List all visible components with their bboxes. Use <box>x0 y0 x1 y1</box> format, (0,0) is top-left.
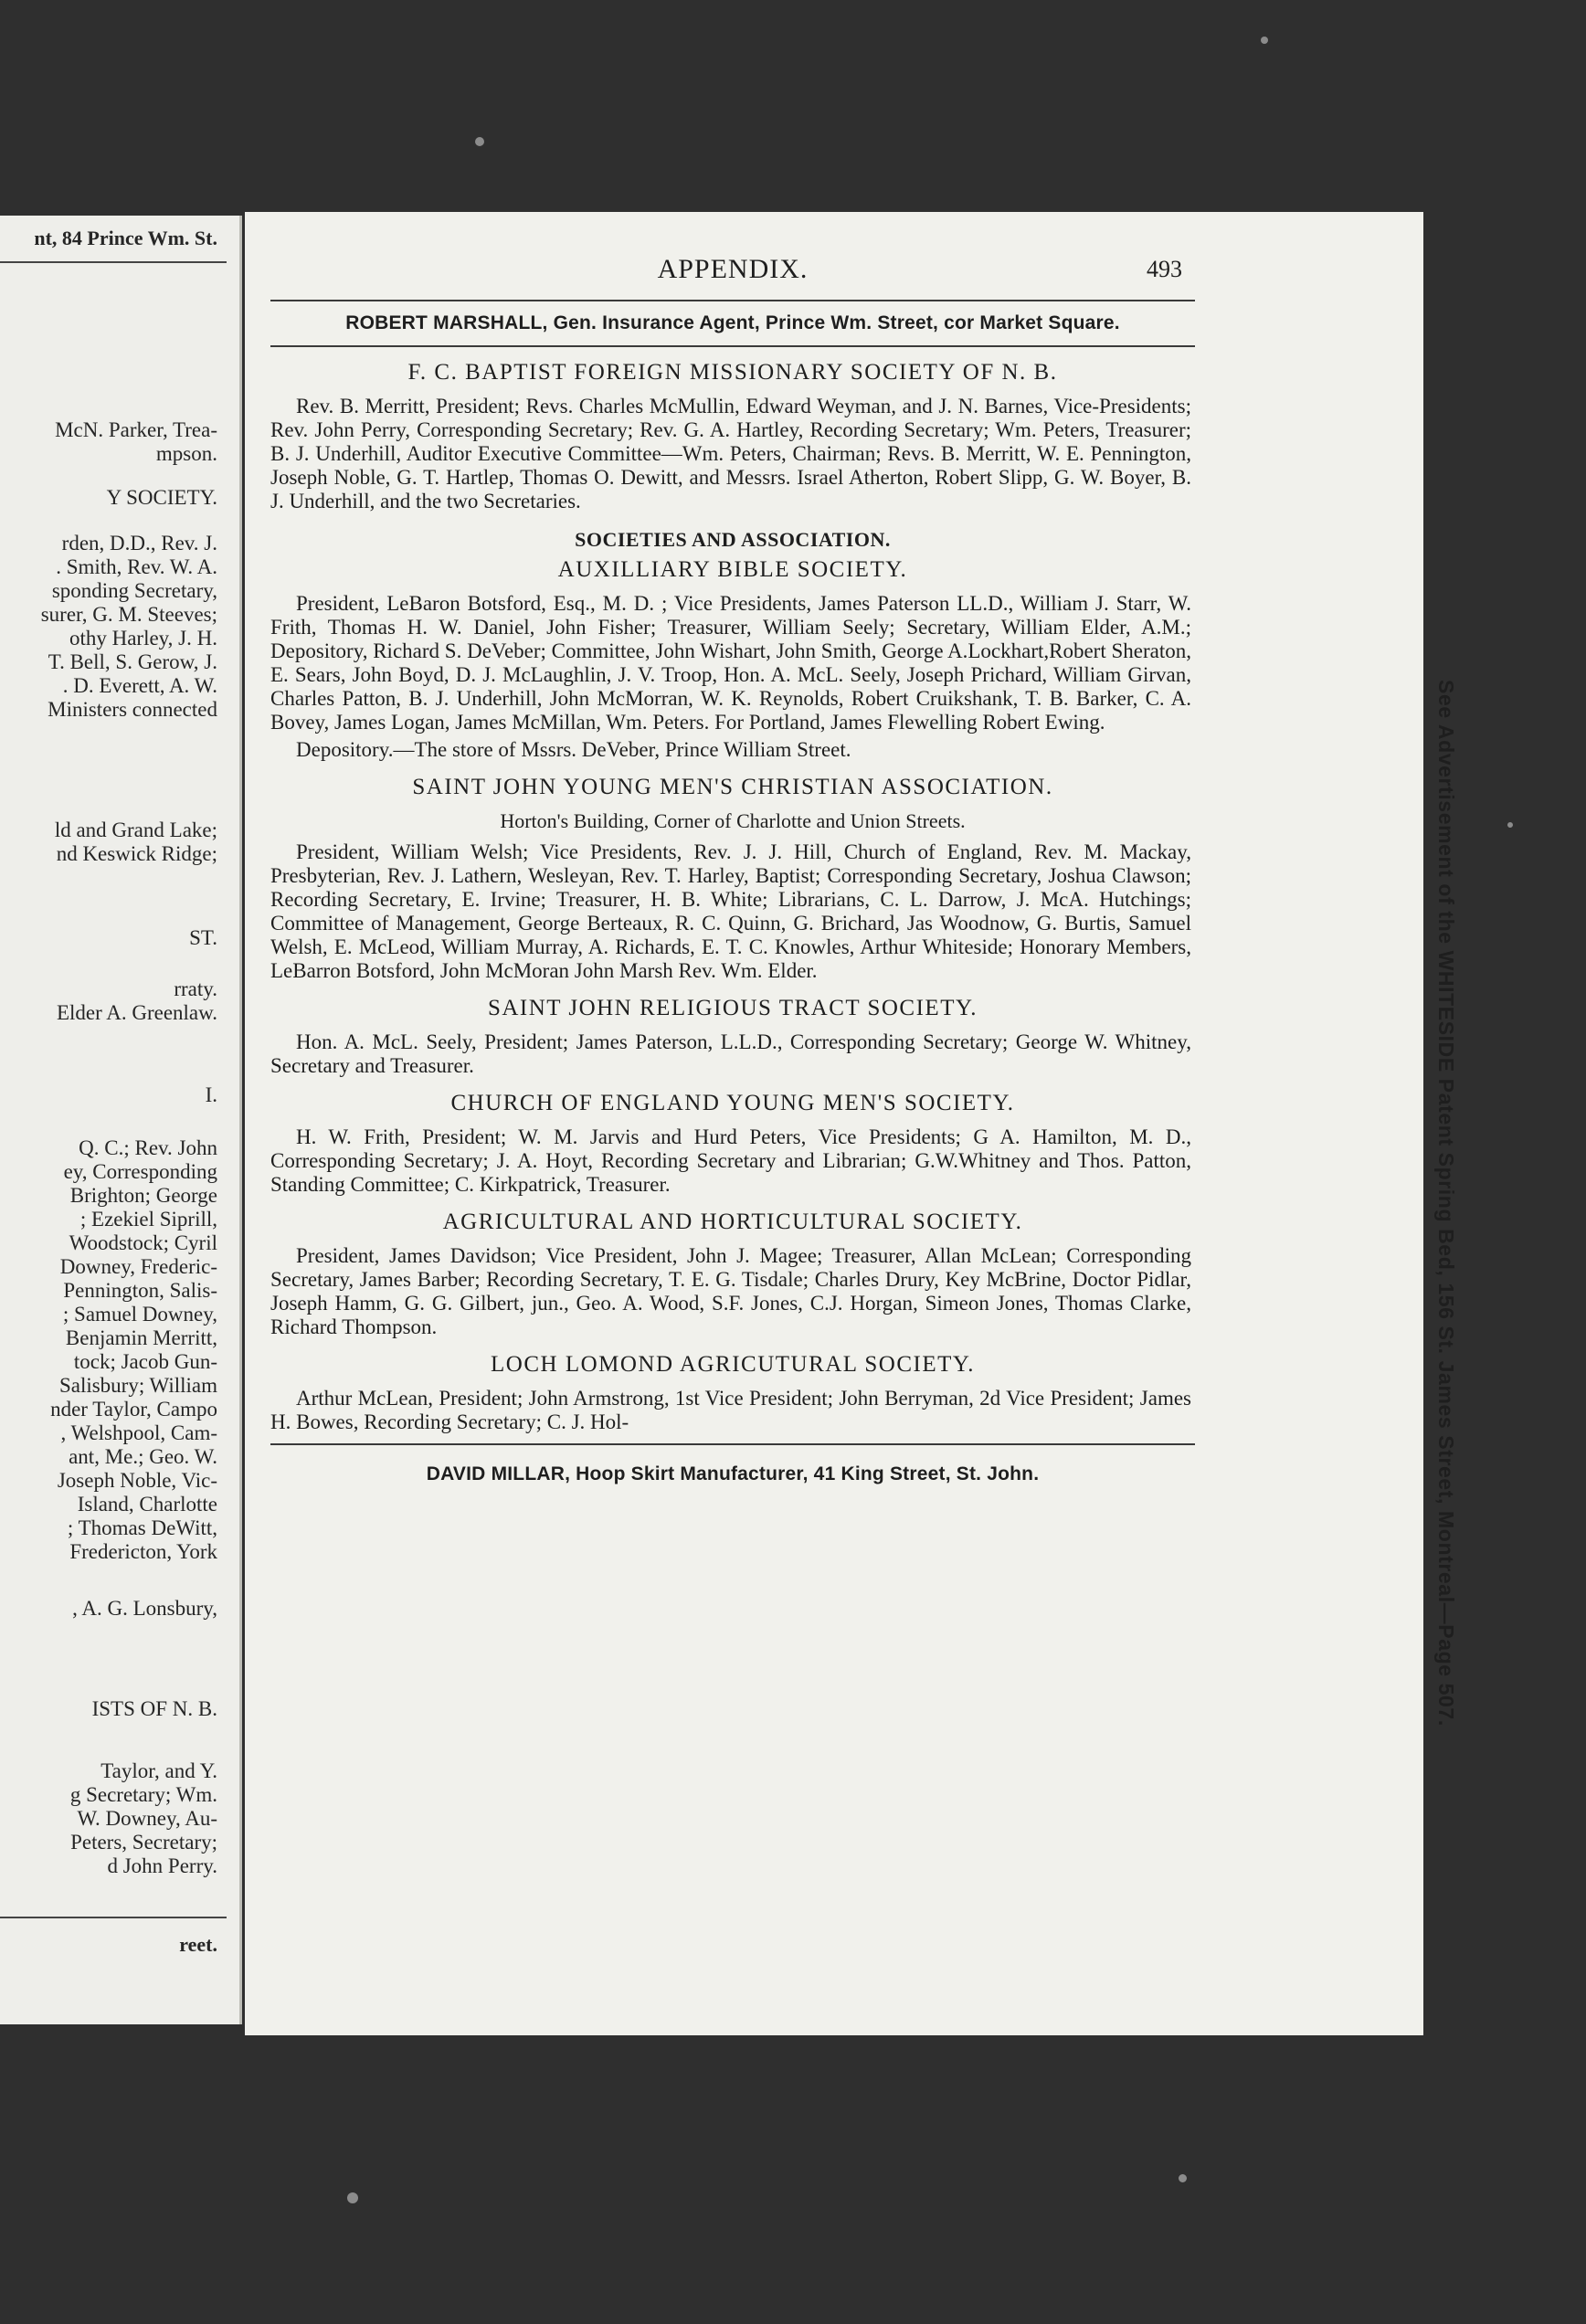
left-page-line: Salisbury; William <box>58 1374 217 1397</box>
footer-rule <box>270 1443 1195 1445</box>
left-page-line: Peters, Secretary; <box>70 1831 217 1854</box>
left-page-rule <box>0 261 227 263</box>
section-body: President, James Davidson; Vice President, John J. Magee; Treasurer, Allan McLean; Corresponding Secretary, James Barber; Recording Secretary, T. E. G. Tisdale; Charles Drury, Key McBrine, Doctor Pidlar, Joseph Hamm, G. G. Gilbert, jun., Geo. A. Wood, S.F. Jones, C.J. Horgan, Simeon Jones, Thomas Clarke, Richard Thompson. <box>270 1244 1191 1338</box>
left-page-line: ; Thomas DeWitt, <box>67 1516 217 1539</box>
section-subtitle: Horton's Building, Corner of Charlotte and Union Streets. <box>500 809 966 832</box>
section-baptist-missionary <box>270 360 1195 513</box>
left-page-line: Fredericton, York <box>69 1540 217 1563</box>
left-page-line: ; Samuel Downey, <box>62 1303 217 1326</box>
left-page-line: Benjamin Merritt, <box>65 1326 217 1349</box>
section-title: SAINT JOHN RELIGIOUS TRACT SOCIETY. <box>487 996 978 1020</box>
left-page-line: Elder A. Greenlaw. <box>56 1001 217 1024</box>
section-body: President, William Welsh; Vice Presidents, Rev. J. J. Hill, Church of England, Rev. M. Mackay, Presbyterian, Rev. J. Lathern, Wesleyan, Rev. T. Harley, Baptist; Corresponding Secretary, Joshua Clawson; Recording Secretary, E. Irvine; Treasurer, H. B. White; Librarians, C. L. Darrow, J. McA. Hutchings; Committee of Management, George Berteaux, R. C. Quinn, G. Brichard, Jas Woodnow, G. Burtis, Samuel Welsh, E. McLeod, William Murray, A. Richards, E. T. C. Knowles, Arthur Whiteside; Honorary Members, LeBarron Botsford, John McMoran John Marsh Rev. Wm. Elder. <box>270 840 1191 982</box>
backdrop-speck <box>1261 37 1268 44</box>
footer-advert-banner: DAVID MILLAR, Hoop Skirt Manufacturer, 41 King Street, St. John. <box>426 1463 1040 1484</box>
left-page-line: Joseph Noble, Vic- <box>57 1469 217 1492</box>
top-advert-banner: ROBERT MARSHALL, Gen. Insurance Agent, Prince Wm. Street, cor Market Square. <box>345 312 1120 333</box>
left-page-line: Q. C.; Rev. John <box>79 1136 217 1159</box>
left-page-line: I. <box>205 1083 217 1106</box>
left-page-line: T. Bell, S. Gerow, J. <box>48 650 217 673</box>
left-page-line: othy Harley, J. H. <box>69 627 217 650</box>
left-page-line: Brighton; George <box>69 1184 217 1207</box>
page-number: 493 <box>1147 256 1182 282</box>
backdrop-speck <box>1179 2174 1187 2182</box>
left-page-line: nd Keswick Ridge; <box>56 842 217 865</box>
left-page-line: sponding Secretary, <box>51 579 217 602</box>
left-page-line: ant, Me.; Geo. W. <box>69 1445 217 1468</box>
section-title: CHURCH OF ENGLAND YOUNG MEN'S SOCIETY. <box>450 1091 1015 1115</box>
left-page-line: ld and Grand Lake; <box>54 819 217 841</box>
left-page-line: rden, D.D., Rev. J. <box>61 532 217 555</box>
backdrop-speck <box>347 2192 358 2203</box>
section-title: AGRICULTURAL AND HORTICULTURAL SOCIETY. <box>442 1210 1023 1234</box>
left-page-line: ST. <box>189 926 217 949</box>
left-page-line: ISTS OF N. B. <box>91 1697 217 1720</box>
section-title: F. C. BAPTIST FOREIGN MISSIONARY SOCIETY OF N. B. <box>407 360 1058 385</box>
section-body: Hon. A. McL. Seely, President; James Paterson, L.L.D., Corresponding Secretary; George W. Whitney, Secretary and Treasurer. <box>270 1030 1191 1077</box>
banner-rule <box>270 345 1195 347</box>
backdrop-speck <box>1507 822 1513 828</box>
section-loch-lomond <box>270 1352 1195 1434</box>
left-page-line: Woodstock; Cyril <box>69 1231 217 1254</box>
left-page-line: , Welshpool, Cam- <box>60 1421 217 1444</box>
left-page-line: reet. <box>179 1933 217 1956</box>
left-page-line: g Secretary; Wm. <box>69 1783 217 1806</box>
section-tract-society <box>270 996 1195 1078</box>
section-title: SAINT JOHN YOUNG MEN'S CHRISTIAN ASSOCIATION. <box>412 775 1053 799</box>
section-title: LOCH LOMOND AGRICUTURAL SOCIETY. <box>491 1352 975 1377</box>
left-page-line: rraty. <box>174 977 217 1000</box>
backdrop-speck <box>475 137 484 146</box>
left-page-line: . D. Everett, A. W. <box>62 674 217 697</box>
left-page-line: d John Perry. <box>107 1854 217 1877</box>
left-page-line: Downey, Frederic- <box>59 1255 217 1278</box>
left-page-line: surer, G. M. Steeves; <box>40 603 217 626</box>
left-page-line: ey, Corresponding <box>63 1160 217 1183</box>
page-title: APPENDIX. <box>657 254 809 284</box>
right-page <box>245 212 1458 2035</box>
section-body: H. W. Frith, President; W. M. Jarvis and Hurd Peters, Vice Presidents; G A. Hamilton, M. D., Corresponding Secretary; J. A. Hoyt, Recording Secretary and Librarian; G.W.Whitney and Thos. Patton, Standing Committee; C. Kirkpatrick, Treasurer. <box>270 1125 1191 1196</box>
section-body: Arthur McLean, President; John Armstrong, 1st Vice President; John Berryman, 2d Vice President; James H. Bowes, Recording Secretary; C. J. Hol- <box>270 1387 1191 1433</box>
section-heading: SOCIETIES AND ASSOCIATION. <box>575 528 891 551</box>
left-page-line: ; Ezekiel Siprill, <box>79 1208 217 1231</box>
section-title: AUXILLIARY BIBLE SOCIETY. <box>557 557 908 582</box>
left-page-line: nt, 84 Prince Wm. St. <box>34 227 217 249</box>
page-header <box>270 248 1195 300</box>
section-note: Depository.—The store of Mssrs. DeVeber, Prince William Street. <box>296 738 851 761</box>
left-page-line: Y SOCIETY. <box>106 486 217 509</box>
left-page-line: Island, Charlotte <box>77 1493 217 1516</box>
left-page-line: W. Downey, Au- <box>77 1807 217 1830</box>
left-page-line: tock; Jacob Gun- <box>73 1350 217 1373</box>
left-page-line: Pennington, Salis- <box>63 1279 217 1302</box>
section-church-england <box>270 1091 1195 1197</box>
left-page-line: , A. G. Lonsbury, <box>72 1597 217 1620</box>
section-bible-society <box>270 528 1195 762</box>
section-agricultural <box>270 1210 1195 1339</box>
section-body: President, LeBaron Botsford, Esq., M. D. ; Vice Presidents, James Paterson LL.D., William J. Starr, W. Frith, Thomas H. W. Daniel, John Fisher; Treasurer, William Seely; Secretary, William Elder, A.M.; Depository, Richard S. DeVeber; Committee, John Wishart, John Smith, George A.Lockhart,Robert Sheraton, E. Sears, John Boyd, D. J. McLaughlin, J. V. Troop, Hon. A. McL. Seely, Joseph Prichard, William Girvan, Charles Patton, B. J. Underhill, John McMorran, W. K. Reynolds, Robert Cruikshank, T. B. Barker, C. A. Bovey, James Logan, James McMillan, Wm. Peters. For Portland, James Flewelling Robert Ewing. <box>270 592 1191 734</box>
page-content <box>270 248 1195 1496</box>
left-page-line: Taylor, and Y. <box>100 1759 217 1782</box>
section-ymca <box>270 775 1195 983</box>
left-page-line: nder Taylor, Campo <box>50 1398 217 1421</box>
left-page-line: mpson. <box>155 442 217 465</box>
left-page-line: Ministers connected <box>48 698 217 721</box>
section-body: Rev. B. Merritt, President; Revs. Charles McMullin, Edward Weyman, and J. N. Barnes, Vice-Presidents; Rev. John Perry, Corresponding Secretary; Rev. G. A. Hartley, Recording Secretary; Wm. Peters, Treasurer; B. J. Underhill, Auditor Executive Committee—Wm. Peters, Chairman; Revs. B. Merritt, W. E. Pennington, Joseph Noble, G. T. Hartlep, Thomas O. Dewitt, and Messrs. Israel Atherton, Robert Slipp, G. W. Boyer, B. J. Underhill, and the two Secretaries. <box>270 395 1191 512</box>
left-page-line: McN. Parker, Trea- <box>55 418 217 441</box>
side-advert-vertical: See Advertisement of the WHITESIDE Patent Spring Bed, 156 St. James Street, Montreal—Page 507. <box>1434 680 1458 1727</box>
left-page-fragment <box>0 216 242 2024</box>
left-page-line: . Smith, Rev. W. A. <box>56 555 217 578</box>
left-page-rule <box>0 1917 227 1918</box>
